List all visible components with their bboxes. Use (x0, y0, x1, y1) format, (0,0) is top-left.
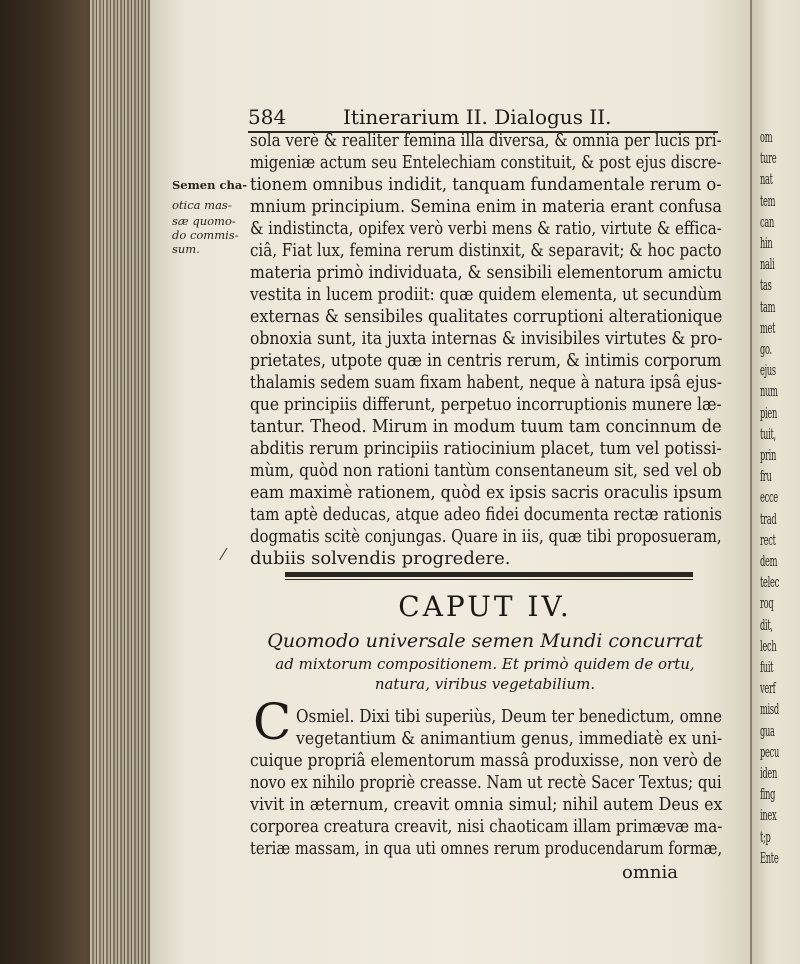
text-line: thalamis sedem suam fixam habent, neque à natura ipsâ ejus- (250, 372, 722, 393)
next-page-fragment: prin (760, 446, 777, 464)
next-page-fragment: nat (760, 170, 773, 189)
text-line: cuique propriâ elementorum massâ produxisse, non verò de (250, 750, 722, 771)
text-line: vegetantium & animantium genus, immediatè ex uni- (296, 728, 723, 749)
next-page-fragment: num (760, 382, 778, 401)
text-line: & indistincta, opifex verò verbi mens & ratio, virtute & effica- (250, 218, 722, 239)
text-line: vestita in lucem prodiit: quæ quidem elementa, ut secundùm (250, 284, 722, 305)
text-line: tam aptè deducas, atque adeo fidei documenta rectæ rationis (250, 504, 722, 525)
text-line: ciâ, Fiat lux, femina rerum distinxit, & separavit; & hoc pacto (250, 240, 722, 261)
drop-cap: C (253, 693, 292, 751)
next-page-fragment: om (760, 128, 773, 146)
next-page-fragment: pien (760, 403, 778, 422)
next-page-fragment: lech (760, 636, 777, 655)
text-line: prietates, utpote quæ in centris rerum, & intimis corporum (250, 350, 722, 371)
text-line: corporea creatura creavit, nisi chaoticam illam primævæ ma- (250, 816, 723, 837)
text-line: dogmatis scitè conjungas. Quare in iis, quæ tibi proposueram, (250, 526, 722, 547)
text-line: que principiis differunt, perpetuo incorruptionis munere læ- (250, 394, 722, 415)
next-page-fragment: gua (760, 721, 775, 740)
next-page-fragment: met (760, 318, 776, 337)
next-page-fragment: hin (760, 234, 773, 252)
text-line: eam maximè rationem, quòd ex ipsis sacris oraculis ipsum (250, 482, 723, 503)
chapter-subtitle: ad mixtorum compositionem. Et primò quidem de ortu, (275, 655, 695, 673)
margin-note-line: Semen cha- (172, 178, 248, 192)
next-page-fragment: inex (760, 806, 777, 825)
margin-note-line: sum. (172, 242, 200, 256)
text-line: vivit in æternum, creavit omnia simul; nihil autem Deus ex (250, 794, 723, 815)
chapter-subtitle: natura, viribus vegetabilium. (374, 675, 596, 693)
next-page-fragment: tem (760, 191, 776, 210)
next-page-fragment: verf (760, 679, 776, 698)
text-line: abditis rerum principiis ratiocinium placet, tum vel potissi- (250, 438, 722, 459)
next-page-fragment: t;p (760, 827, 771, 846)
page-number: 584 (248, 105, 287, 129)
chapter-rule-thin (285, 579, 693, 580)
next-page-fragment: trad (760, 509, 777, 528)
next-page-fragment: rect (760, 530, 776, 549)
next-page-fragment: ecce (760, 488, 778, 507)
text-line: mùm, quòd non rationi tantùm consentaneum sit, sed vel ob (250, 460, 722, 481)
next-page-fragment: fing (760, 785, 776, 804)
next-page-fragment: tas (760, 276, 772, 295)
margin-note-line: sæ quomo- (172, 214, 236, 228)
chapter-rule (285, 572, 693, 577)
next-page-fragment: go. (760, 340, 772, 358)
next-page-fragment: misd (760, 700, 779, 719)
next-page-fragment: can (760, 212, 775, 231)
text-line: externas & sensibiles qualitates corruptioni alterationique (250, 306, 723, 327)
next-page-fragment: tam (760, 297, 776, 316)
next-page-fragment: dit, (760, 615, 773, 634)
text-line: sola verè & realiter femina illa diversa, & omnia per lucis pri- (250, 130, 722, 151)
running-title: Itinerarium II. Dialogus II. (343, 105, 612, 129)
text-line: mnium principium. Semina enim in materia erant confusa (250, 196, 722, 217)
next-page-fragment: fuit (760, 658, 774, 676)
next-page-fragment: dem (760, 552, 778, 570)
chapter-heading: CAPUT IV. (398, 590, 572, 623)
text-line: dubiis solvendis progredere. (250, 548, 511, 569)
next-page-fragment: ejus (760, 361, 776, 380)
next-page-fragment: roq (760, 594, 774, 613)
next-page-fragment: Ente (760, 848, 779, 867)
margin-mark-icon: ⁄ (222, 545, 225, 564)
text-line: tantur. Theod. Mirum in modum tuum tam concinnum de (250, 416, 722, 437)
next-page-fragment: ture (760, 149, 777, 168)
running-header (248, 105, 718, 133)
catchword: omnia (622, 862, 678, 883)
margin-note-line: do commis- (172, 228, 239, 242)
next-page-fragment: nali (760, 255, 775, 274)
text-line: migeniæ actum seu Entelechiam constituit, & post ejus discre- (250, 152, 722, 173)
text-line: materia primò individuata, & sensibili elementorum amictu (250, 262, 723, 283)
chapter-subtitle: Quomodo universale semen Mundi concurrat (267, 630, 703, 652)
next-page-fragment: telec (760, 573, 779, 592)
next-page-strip (750, 0, 800, 964)
next-page-fragment: iden (760, 764, 778, 782)
text-line: tionem omnibus indidit, tanquam fundamentale rerum o- (250, 174, 722, 195)
margin-note-line: otica mas- (172, 198, 232, 212)
text-line: teriæ massam, in qua uti omnes rerum producendarum formæ, (250, 838, 723, 859)
next-page-fragment: fru (760, 467, 772, 486)
text-line: novo ex nihilo propriè creasse. Nam ut rectè Sacer Textus; qui (250, 772, 722, 793)
text-line: Osmiel. Dixi tibi superiùs, Deum ter benedictum, omne (296, 706, 723, 727)
text-line: obnoxia sunt, ita juxta internas & invisibiles virtutes & pro- (250, 328, 723, 349)
next-page-fragment: tuit, (760, 424, 776, 443)
next-page-fragment: pecu (760, 742, 780, 761)
